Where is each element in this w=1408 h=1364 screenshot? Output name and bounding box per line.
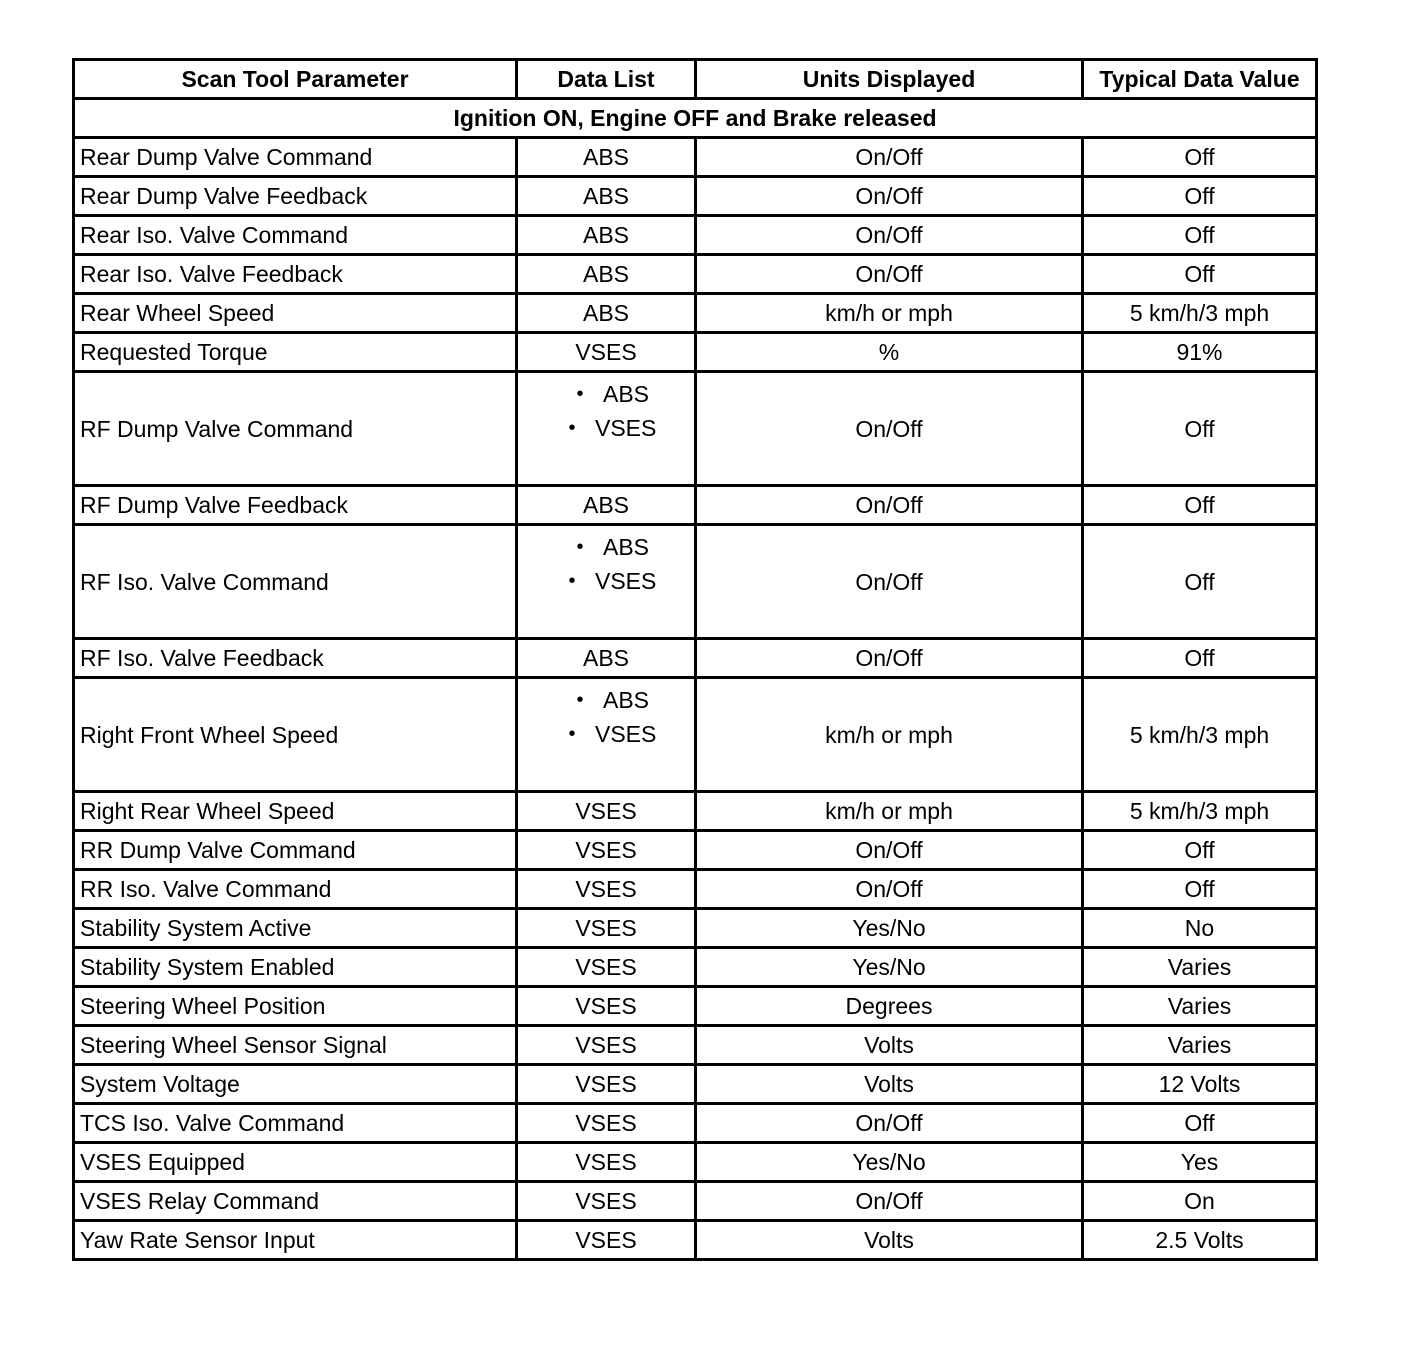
cell-data-list: VSES	[517, 333, 696, 372]
cell-data-list: ABS	[517, 294, 696, 333]
table-row	[74, 1143, 1317, 1182]
data-list-label: VSES	[595, 414, 657, 441]
cell-typical-value: Varies	[1083, 987, 1317, 1026]
cell-data-list: ABS	[517, 255, 696, 294]
cell-units: On/Off	[696, 1104, 1083, 1143]
table-row	[74, 639, 1317, 678]
cell-parameter: VSES Equipped	[74, 1143, 517, 1182]
cell-typical-value: Off	[1083, 831, 1317, 870]
cell-parameter: Stability System Enabled	[74, 948, 517, 987]
cell-typical-value: Yes	[1083, 1143, 1317, 1182]
cell-typical-value: Off	[1083, 525, 1317, 639]
cell-data-list: ABS	[517, 216, 696, 255]
cell-units: Volts	[696, 1065, 1083, 1104]
cell-parameter: Right Rear Wheel Speed	[74, 792, 517, 831]
cell-parameter: Rear Iso. Valve Command	[74, 216, 517, 255]
table-row	[74, 138, 1317, 177]
cell-typical-value: Off	[1083, 870, 1317, 909]
cell-data-list: VSES	[517, 870, 696, 909]
cell-parameter: Rear Wheel Speed	[74, 294, 517, 333]
cell-typical-value: Off	[1083, 486, 1317, 525]
table-row	[74, 792, 1317, 831]
data-list-bullets	[549, 530, 663, 634]
cell-parameter: RF Iso. Valve Command	[74, 525, 517, 639]
cell-units: On/Off	[696, 138, 1083, 177]
table-row	[74, 678, 1317, 792]
bullet-icon: •	[568, 569, 576, 592]
cell-parameter: Requested Torque	[74, 333, 517, 372]
cell-data-list: VSES	[517, 831, 696, 870]
cell-units: On/Off	[696, 255, 1083, 294]
data-list-item	[549, 377, 649, 411]
table-row	[74, 294, 1317, 333]
cell-typical-value: Off	[1083, 255, 1317, 294]
data-list-item	[549, 683, 649, 717]
table-row	[74, 177, 1317, 216]
cell-parameter: RR Iso. Valve Command	[74, 870, 517, 909]
cell-units: Degrees	[696, 987, 1083, 1026]
cell-parameter: Rear Dump Valve Feedback	[74, 177, 517, 216]
data-list-label: VSES	[595, 567, 657, 594]
cell-units: On/Off	[696, 525, 1083, 639]
cell-data-list: VSES	[517, 1143, 696, 1182]
cell-parameter: Stability System Active	[74, 909, 517, 948]
cell-parameter: VSES Relay Command	[74, 1182, 517, 1221]
cell-units: Volts	[696, 1026, 1083, 1065]
table-row	[74, 1065, 1317, 1104]
table-row	[74, 372, 1317, 486]
cell-data-list: VSES	[517, 1182, 696, 1221]
cell-units: km/h or mph	[696, 792, 1083, 831]
table-header-row	[74, 60, 1317, 99]
cell-units: Volts	[696, 1221, 1083, 1260]
bullet-icon: •	[576, 688, 584, 711]
table-row	[74, 333, 1317, 372]
cell-typical-value: 5 km/h/3 mph	[1083, 678, 1317, 792]
cell-parameter: Right Front Wheel Speed	[74, 678, 517, 792]
cell-units: On/Off	[696, 831, 1083, 870]
cell-data-list: VSES	[517, 948, 696, 987]
cell-data-list	[517, 525, 696, 639]
table-row	[74, 987, 1317, 1026]
data-list-item	[549, 530, 649, 564]
cell-parameter: RF Iso. Valve Feedback	[74, 639, 517, 678]
cell-units: Yes/No	[696, 909, 1083, 948]
table-row	[74, 831, 1317, 870]
cell-parameter: RF Dump Valve Feedback	[74, 486, 517, 525]
cell-typical-value: Varies	[1083, 1026, 1317, 1065]
bullet-icon: •	[568, 416, 576, 439]
cell-data-list: VSES	[517, 792, 696, 831]
cell-units: On/Off	[696, 486, 1083, 525]
section-title: Ignition ON, Engine OFF and Brake released	[74, 99, 1317, 138]
cell-data-list: VSES	[517, 1026, 696, 1065]
cell-typical-value: No	[1083, 909, 1317, 948]
table-row	[74, 1221, 1317, 1260]
cell-typical-value: 91%	[1083, 333, 1317, 372]
cell-units: %	[696, 333, 1083, 372]
cell-parameter: RR Dump Valve Command	[74, 831, 517, 870]
cell-units: On/Off	[696, 177, 1083, 216]
bullet-icon: •	[576, 382, 584, 405]
cell-data-list: ABS	[517, 486, 696, 525]
cell-units: On/Off	[696, 1182, 1083, 1221]
section-row	[74, 99, 1317, 138]
cell-parameter: TCS Iso. Valve Command	[74, 1104, 517, 1143]
table-row	[74, 216, 1317, 255]
cell-data-list	[517, 678, 696, 792]
table-row	[74, 909, 1317, 948]
data-list-bullets	[549, 377, 663, 481]
cell-typical-value: 5 km/h/3 mph	[1083, 294, 1317, 333]
data-list-item	[549, 411, 656, 445]
cell-data-list: VSES	[517, 1104, 696, 1143]
cell-typical-value: Varies	[1083, 948, 1317, 987]
cell-data-list: VSES	[517, 1065, 696, 1104]
cell-parameter: Rear Dump Valve Command	[74, 138, 517, 177]
cell-units: On/Off	[696, 216, 1083, 255]
cell-typical-value: Off	[1083, 639, 1317, 678]
cell-parameter: Steering Wheel Position	[74, 987, 517, 1026]
cell-units: Yes/No	[696, 1143, 1083, 1182]
cell-typical-value: Off	[1083, 1104, 1317, 1143]
data-list-label: ABS	[603, 533, 650, 560]
cell-typical-value: On	[1083, 1182, 1317, 1221]
cell-data-list: VSES	[517, 909, 696, 948]
cell-units: On/Off	[696, 870, 1083, 909]
cell-data-list: ABS	[517, 639, 696, 678]
scan-tool-data-table	[72, 58, 1318, 1261]
cell-typical-value: 12 Volts	[1083, 1065, 1317, 1104]
cell-data-list: VSES	[517, 1221, 696, 1260]
table-row	[74, 1026, 1317, 1065]
data-list-label: ABS	[603, 380, 650, 407]
cell-parameter: RF Dump Valve Command	[74, 372, 517, 486]
cell-typical-value: Off	[1083, 216, 1317, 255]
table-row	[74, 525, 1317, 639]
header-units-displayed: Units Displayed	[696, 60, 1083, 99]
data-list-item	[549, 564, 656, 598]
cell-parameter: Steering Wheel Sensor Signal	[74, 1026, 517, 1065]
bullet-icon: •	[568, 722, 576, 745]
cell-data-list: ABS	[517, 138, 696, 177]
header-data-list: Data List	[517, 60, 696, 99]
table-row	[74, 255, 1317, 294]
cell-parameter: Rear Iso. Valve Feedback	[74, 255, 517, 294]
data-list-item	[549, 717, 656, 751]
table-row	[74, 1104, 1317, 1143]
table-row	[74, 486, 1317, 525]
table-row	[74, 948, 1317, 987]
cell-typical-value: 5 km/h/3 mph	[1083, 792, 1317, 831]
cell-typical-value: Off	[1083, 372, 1317, 486]
cell-parameter: Yaw Rate Sensor Input	[74, 1221, 517, 1260]
header-scan-tool-parameter: Scan Tool Parameter	[74, 60, 517, 99]
cell-units: On/Off	[696, 639, 1083, 678]
bullet-icon: •	[576, 535, 584, 558]
cell-typical-value: Off	[1083, 177, 1317, 216]
table-row	[74, 1182, 1317, 1221]
data-list-label: VSES	[595, 720, 657, 747]
cell-units: Yes/No	[696, 948, 1083, 987]
cell-parameter: System Voltage	[74, 1065, 517, 1104]
data-list-bullets	[549, 683, 663, 787]
cell-data-list: ABS	[517, 177, 696, 216]
cell-typical-value: 2.5 Volts	[1083, 1221, 1317, 1260]
table-row	[74, 870, 1317, 909]
cell-units: On/Off	[696, 372, 1083, 486]
cell-typical-value: Off	[1083, 138, 1317, 177]
cell-data-list	[517, 372, 696, 486]
cell-units: km/h or mph	[696, 294, 1083, 333]
cell-units: km/h or mph	[696, 678, 1083, 792]
data-list-label: ABS	[603, 686, 650, 713]
header-typical-data-value: Typical Data Value	[1083, 60, 1317, 99]
cell-data-list: VSES	[517, 987, 696, 1026]
